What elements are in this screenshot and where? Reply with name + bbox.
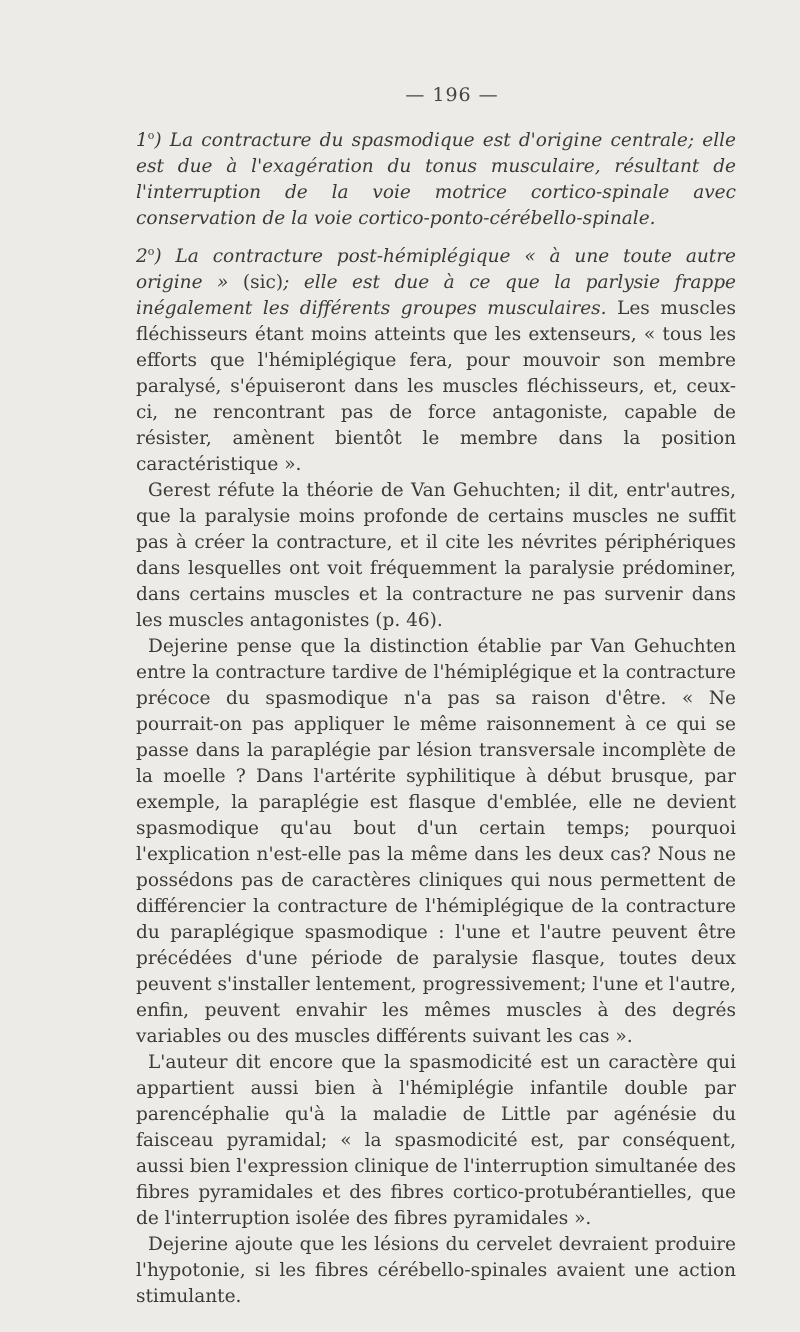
paragraph-2: [136, 244, 736, 478]
paragraph-6: [136, 1232, 736, 1310]
ordinal-superscript: o: [147, 244, 155, 258]
ordinal-superscript: o: [147, 128, 155, 142]
paragraph-5-text: L'auteur dit encore que la spasmodicité est un caractère qui appartient aussi bien à l'hémiplégie infantile double par parencéphalie qu'à la maladie de Little par agénésie du faisceau pyramidal; « la spasmodicité est, par conséquent, aussi bien l'expression clinique de l'interruption simultanée des fibres pyramidales et des fibres cortico-protubérantielles, que de l'interruption isolée des fibres pyramidales ».: [136, 1052, 736, 1229]
page-number: — 196 —: [405, 84, 499, 106]
paragraph-1-segment: ) La contracture du spasmodique est d'origine centrale; elle est due à l'exagération du tonus musculaire, résultant de l'interruption de la voie motrice cortico-spinale avec conservation de la voie cortico-ponto-cérébello-spinale.: [136, 130, 736, 229]
paragraph-2-segment: Les muscles fléchisseurs étant moins atteints que les extenseurs, « tous les efforts que l'hémiplégique fera, pour mouvoir son membre paralysé, s'épuiseront dans les muscles fléchisseurs, et, ceux-ci, ne rencontrant pas de force antagoniste, capable de résister, amènent bientôt le membre dans la position caractéristique ».: [136, 298, 736, 475]
paragraph-6-text: Dejerine ajoute que les lésions du cervelet devraient produire l'hypotonie, si les fibres cérébello-spinales avaient une action stimulante.: [136, 1234, 736, 1307]
paragraph-4: [136, 634, 736, 1050]
paragraph-1-segment: 1: [136, 130, 148, 151]
paragraph-2-segment: ; elle est due à ce que la parlysie frappe inégalement les différents groupes musculaires.: [136, 272, 736, 319]
paragraph-5: [136, 1050, 736, 1232]
paragraph-1: [136, 128, 736, 232]
paragraph-3: [136, 478, 736, 634]
paragraph-3-text: Gerest réfute la théorie de Van Gehuchten; il dit, entr'autres, que la paralysie moins profonde de certains muscles ne suffit pas à créer la contracture, et il cite les névrites périphériques dans lesquelles ont voit fréquemment la paralysie prédominer, dans certains muscles et la contracture ne pas survenir dans les muscles antagonistes (p. 46).: [136, 480, 736, 631]
paragraph-2-segment: (sic): [228, 272, 284, 293]
paragraph-4-text: Dejerine pense que la distinction établie par Van Gehuchten entre la contracture tardive de l'hémiplégique et la contracture précoce du spasmodique n'a pas sa raison d'être. « Ne pourrait-on pas appliquer le même raisonnement à ce qui se passe dans la paraplégie par lésion transversale incomplète de la moelle ? Dans l'artérite syphilitique à début brusque, par exemple, la paraplégie est flasque d'emblée, elle ne devient spasmodique qu'au bout d'un certain temps; pourquoi l'explication n'est-elle pas la même dans les deux cas? Nous ne possédons pas de caractères cliniques qui nous permettent de différencier la contracture de l'hémiplégique de la contracture du paraplégique spasmodique : l'une et l'autre peuvent être précédées d'une période de paralysie flasque, toutes deux peuvent s'installer lentement, progressivement; l'une et l'autre, enfin, peuvent envahir les mêmes muscles à des degrés variables ou des muscles différents suivant les cas ».: [136, 636, 736, 1047]
paragraph-2-segment: 2: [136, 246, 148, 267]
paragraph-2-segment: ) La contracture post-hémiplégique « à une toute autre origine »: [136, 246, 736, 293]
